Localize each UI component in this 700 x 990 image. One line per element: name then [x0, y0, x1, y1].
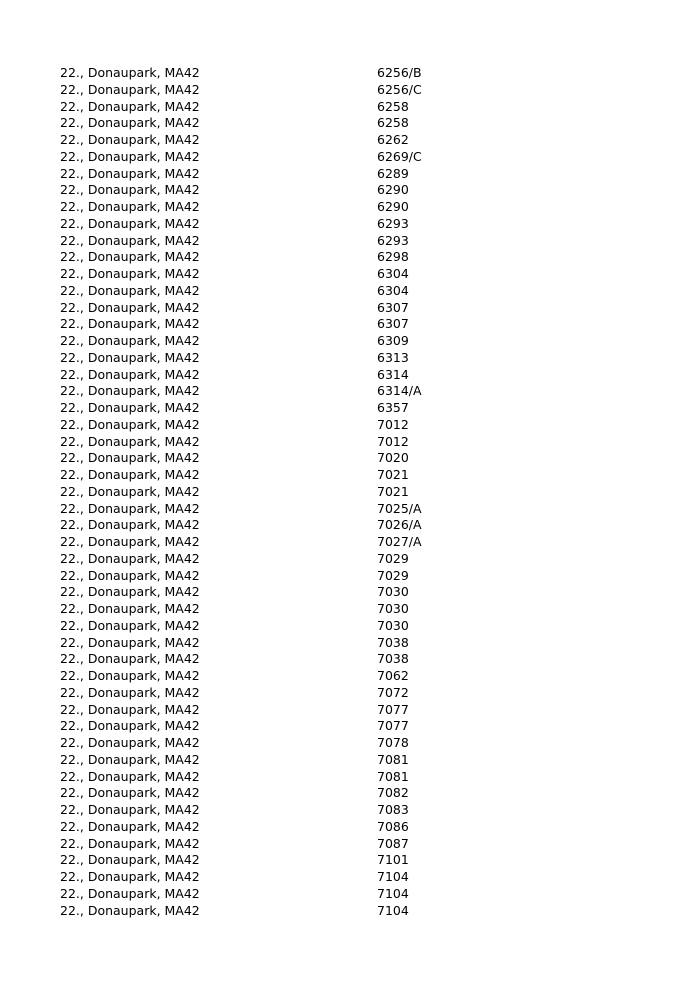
record-location: 22., Donaupark, MA42 — [60, 316, 200, 332]
record-location: 22., Donaupark, MA42 — [60, 885, 200, 901]
record-location: 22., Donaupark, MA42 — [60, 132, 200, 147]
record-row — [60, 65, 660, 82]
record-number: 7104 — [377, 902, 409, 918]
record-number: 6357 — [377, 400, 409, 415]
record-number: 6309 — [377, 333, 409, 348]
record-location: 22., Donaupark, MA42 — [60, 802, 200, 817]
record-row — [60, 333, 660, 350]
record-row — [60, 601, 660, 618]
record-location: 22., Donaupark, MA42 — [60, 400, 200, 415]
record-location: 22., Donaupark, MA42 — [60, 266, 200, 281]
record-number: 7072 — [377, 684, 409, 700]
record-row — [60, 383, 660, 400]
record-row — [60, 836, 660, 853]
record-row — [60, 819, 660, 836]
record-number: 6293 — [377, 215, 409, 231]
record-location: 22., Donaupark, MA42 — [60, 450, 200, 466]
record-row — [60, 903, 660, 920]
record-number: 7104 — [377, 885, 409, 901]
record-row — [60, 199, 660, 216]
record-row — [60, 752, 660, 769]
record-number: 7083 — [377, 802, 409, 817]
record-row — [60, 618, 660, 635]
record-location: 22., Donaupark, MA42 — [60, 550, 200, 566]
record-row — [60, 417, 660, 434]
record-number: 7062 — [377, 668, 409, 683]
record-location: 22., Donaupark, MA42 — [60, 684, 200, 700]
record-row — [60, 584, 660, 601]
record-row — [60, 651, 660, 668]
record-number: 7020 — [377, 450, 409, 466]
record-location: 22., Donaupark, MA42 — [60, 835, 200, 851]
record-location: 22., Donaupark, MA42 — [60, 249, 200, 265]
record-row — [60, 501, 660, 518]
record-location: 22., Donaupark, MA42 — [60, 735, 200, 750]
record-row — [60, 316, 660, 333]
record-number: 6314/A — [377, 383, 422, 399]
record-location: 22., Donaupark, MA42 — [60, 651, 200, 667]
record-row — [60, 82, 660, 99]
record-number: 7021 — [377, 483, 409, 499]
record-number: 7081 — [377, 751, 409, 767]
record-location: 22., Donaupark, MA42 — [60, 366, 200, 382]
record-location: 22., Donaupark, MA42 — [60, 81, 200, 97]
record-number: 7030 — [377, 601, 409, 616]
record-location: 22., Donaupark, MA42 — [60, 232, 200, 248]
record-number: 6256/B — [377, 65, 422, 80]
record-location: 22., Donaupark, MA42 — [60, 215, 200, 231]
record-location: 22., Donaupark, MA42 — [60, 768, 200, 784]
record-row — [60, 886, 660, 903]
record-number: 6307 — [377, 316, 409, 332]
record-number: 6290 — [377, 199, 409, 214]
record-row — [60, 115, 660, 132]
record-row — [60, 484, 660, 501]
record-number: 7104 — [377, 869, 409, 884]
record-row — [60, 735, 660, 752]
record-row — [60, 266, 660, 283]
record-location: 22., Donaupark, MA42 — [60, 98, 200, 114]
record-number: 7078 — [377, 735, 409, 750]
record-number: 6304 — [377, 282, 409, 298]
record-row — [60, 99, 660, 116]
record-location: 22., Donaupark, MA42 — [60, 601, 200, 616]
record-row — [60, 517, 660, 534]
record-location: 22., Donaupark, MA42 — [60, 433, 200, 449]
record-location: 22., Donaupark, MA42 — [60, 383, 200, 399]
record-row — [60, 769, 660, 786]
record-number: 6269/C — [377, 148, 422, 164]
record-number: 7012 — [377, 433, 409, 449]
record-row — [60, 785, 660, 802]
record-row — [60, 869, 660, 886]
record-location: 22., Donaupark, MA42 — [60, 299, 200, 315]
record-row — [60, 551, 660, 568]
record-row — [60, 434, 660, 451]
record-row — [60, 718, 660, 735]
record-number: 6258 — [377, 98, 409, 114]
record-number: 7101 — [377, 852, 409, 868]
record-location: 22., Donaupark, MA42 — [60, 65, 200, 80]
record-location: 22., Donaupark, MA42 — [60, 333, 200, 348]
record-row — [60, 568, 660, 585]
record-row — [60, 300, 660, 317]
record-location: 22., Donaupark, MA42 — [60, 818, 200, 834]
record-location: 22., Donaupark, MA42 — [60, 148, 200, 164]
record-row — [60, 166, 660, 183]
record-row — [60, 367, 660, 384]
record-location: 22., Donaupark, MA42 — [60, 718, 200, 734]
record-number: 7029 — [377, 567, 409, 583]
record-row — [60, 685, 660, 702]
record-number: 6293 — [377, 232, 409, 248]
record-location: 22., Donaupark, MA42 — [60, 869, 200, 884]
record-number: 6289 — [377, 165, 409, 181]
record-row — [60, 852, 660, 869]
record-number: 7026/A — [377, 517, 422, 533]
record-location: 22., Donaupark, MA42 — [60, 902, 200, 918]
record-list — [60, 65, 660, 919]
record-location: 22., Donaupark, MA42 — [60, 701, 200, 717]
record-number: 6258 — [377, 115, 409, 131]
record-number: 7012 — [377, 416, 409, 432]
record-row — [60, 182, 660, 199]
record-row — [60, 668, 660, 685]
record-number: 6313 — [377, 349, 409, 365]
record-location: 22., Donaupark, MA42 — [60, 182, 200, 198]
record-location: 22., Donaupark, MA42 — [60, 500, 200, 516]
record-number: 7038 — [377, 651, 409, 667]
record-row — [60, 802, 660, 819]
record-row — [60, 635, 660, 652]
record-number: 7030 — [377, 617, 409, 633]
record-location: 22., Donaupark, MA42 — [60, 751, 200, 767]
record-location: 22., Donaupark, MA42 — [60, 416, 200, 432]
record-location: 22., Donaupark, MA42 — [60, 115, 200, 131]
record-location: 22., Donaupark, MA42 — [60, 534, 200, 549]
record-row — [60, 450, 660, 467]
record-row — [60, 249, 660, 266]
record-number: 7038 — [377, 634, 409, 650]
record-location: 22., Donaupark, MA42 — [60, 634, 200, 650]
record-number: 6290 — [377, 182, 409, 198]
record-location: 22., Donaupark, MA42 — [60, 199, 200, 214]
record-row — [60, 350, 660, 367]
record-row — [60, 132, 660, 149]
record-location: 22., Donaupark, MA42 — [60, 617, 200, 633]
record-number: 7077 — [377, 718, 409, 734]
record-number: 7021 — [377, 467, 409, 482]
record-number: 7025/A — [377, 500, 422, 516]
record-number: 7082 — [377, 785, 409, 801]
record-row — [60, 283, 660, 300]
record-number: 7086 — [377, 818, 409, 834]
record-row — [60, 467, 660, 484]
record-row — [60, 149, 660, 166]
record-number: 6304 — [377, 266, 409, 281]
record-number: 7081 — [377, 768, 409, 784]
record-number: 7030 — [377, 584, 409, 600]
record-location: 22., Donaupark, MA42 — [60, 483, 200, 499]
record-location: 22., Donaupark, MA42 — [60, 282, 200, 298]
record-number: 6262 — [377, 132, 409, 147]
record-location: 22., Donaupark, MA42 — [60, 584, 200, 600]
record-number: 6256/C — [377, 81, 422, 97]
record-row — [60, 534, 660, 551]
record-number: 7029 — [377, 550, 409, 566]
record-row — [60, 216, 660, 233]
record-location: 22., Donaupark, MA42 — [60, 668, 200, 683]
record-row — [60, 702, 660, 719]
record-location: 22., Donaupark, MA42 — [60, 165, 200, 181]
record-number: 7077 — [377, 701, 409, 717]
record-location: 22., Donaupark, MA42 — [60, 467, 200, 482]
record-location: 22., Donaupark, MA42 — [60, 567, 200, 583]
record-number: 6298 — [377, 249, 409, 265]
record-number: 6314 — [377, 366, 409, 382]
record-number: 7027/A — [377, 534, 422, 549]
record-location: 22., Donaupark, MA42 — [60, 852, 200, 868]
record-location: 22., Donaupark, MA42 — [60, 517, 200, 533]
record-row — [60, 233, 660, 250]
record-number: 6307 — [377, 299, 409, 315]
record-location: 22., Donaupark, MA42 — [60, 349, 200, 365]
record-row — [60, 400, 660, 417]
record-number: 7087 — [377, 835, 409, 851]
record-location: 22., Donaupark, MA42 — [60, 785, 200, 801]
